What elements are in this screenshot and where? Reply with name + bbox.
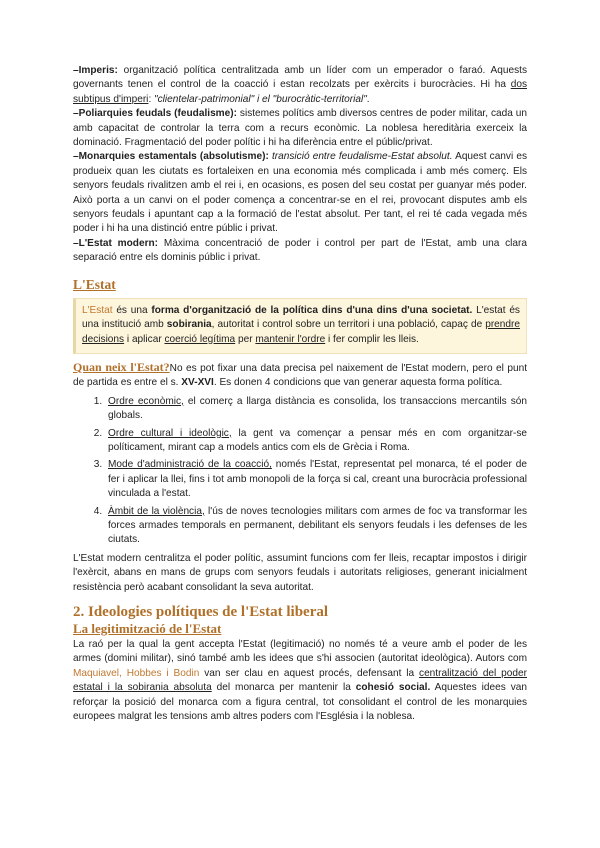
list-item bbox=[105, 395, 527, 424]
text-underlined: coerció legítima bbox=[164, 333, 236, 345]
conditions-list bbox=[73, 395, 527, 548]
text: La raó per la qual la gent accepta l'Estat (legitimació) no només té a veure amb el poder de les armes (domini militar), sinó també amb les idees que s'hi associen (autoritat ideològica). Autors com bbox=[73, 639, 527, 665]
text-bold: cohesió social. bbox=[355, 682, 431, 694]
heading-quan-neix: Quan neix l'Estat? bbox=[73, 359, 170, 374]
condition-title: Àmbit de la violència, bbox=[108, 505, 205, 517]
term-poliarquies: –Poliarquies feudals (feudalisme): bbox=[73, 108, 237, 120]
authors-highlight: Maquiavel, Hobbes i Bodin bbox=[73, 667, 200, 679]
text-underlined: centralització del poder estatal i la sobirania absoluta bbox=[73, 667, 527, 694]
condition-text: només l'Estat, representat pel monarca, té el poder de fer i aplicar la llei, fins i tot amb monopoli de la força si cal, creant una burocràcia professional vinculada a l'estat. bbox=[108, 459, 527, 500]
text-bold: XV-XVI bbox=[181, 377, 214, 389]
text: No es pot fixar una data precisa pel naixement de l'Estat modern, pero el punt de partida es entre el s. bbox=[73, 362, 527, 389]
text: i aplicar bbox=[124, 333, 165, 345]
condition-title: Ordre cultural i ideològic, bbox=[108, 427, 232, 439]
condition-title: Mode d'administració de la coacció, bbox=[108, 459, 272, 471]
text: Màxima concentració de poder i control per part de l'Estat, amb una clara separació entre els dominis públic i privat. bbox=[73, 237, 527, 264]
text-bold: sobirania bbox=[166, 319, 212, 331]
paragraph-estat-modern bbox=[73, 237, 527, 266]
text: . Es donen 4 condicions que van generar aquesta forma política. bbox=[213, 377, 503, 389]
term-estat: L'Estat bbox=[82, 304, 113, 316]
heading-estat: L'Estat bbox=[73, 276, 116, 292]
condition-text: el comerç a llarga distància es consolida, los transaccions mercantils són globals. bbox=[108, 395, 528, 422]
text: organització política centralitzada amb un líder com un emperador o faraó. Aquests governants tenen el control de la coacció i estan recolzats per exèrcits i burocràcies. Hi ha bbox=[73, 65, 527, 91]
text: , autoritat i control sobre un territori i una població, capaç de bbox=[211, 319, 486, 331]
text: sistemes polítics amb diversos centres de poder militar, cada un amb capacitat de controlar la terra com a recurs econòmic. La noblesa hereditària exerceix la dominació. Fragmentació del poder polític i hi ha diferència entre el públic/privat. bbox=[73, 108, 527, 149]
condition-text: la gent va començar a pensar més en com organitzar-se políticament, mirant cap a models antics com els de Grècia i Roma. bbox=[108, 427, 527, 453]
paragraph-imperis bbox=[73, 64, 527, 107]
text: per bbox=[235, 333, 256, 345]
definition-text bbox=[82, 304, 520, 347]
text-bold: forma d'organització de la política dins d'una dins d'una societat. bbox=[151, 304, 473, 316]
term-monarquies: –Monarquies estamentals (absolutisme): bbox=[73, 151, 269, 163]
paragraph-poliarquies bbox=[73, 107, 527, 150]
paragraph-monarquies bbox=[73, 150, 527, 236]
term-imperis: –Imperis: bbox=[73, 65, 118, 76]
link-subtipus-imperi[interactable]: dos subtipus d'imperi bbox=[73, 79, 527, 105]
heading-section-2: 2. Ideologies polítiques de l'Estat liberal bbox=[73, 604, 329, 620]
list-item bbox=[105, 427, 527, 456]
text: Aquestes idees van reforçar la posició del monarca com a figura central, tot consolidant el control de les monarquies europees malgrat les tensions amb altres poders com l'Església i la noblesa. bbox=[73, 682, 527, 723]
subheading-legitimitzacio: La legitimització de l'Estat bbox=[73, 621, 222, 636]
text-italic: "clientelar-patrimonial" i el "burocràtic-territorial" bbox=[154, 93, 367, 105]
text: . bbox=[366, 93, 370, 105]
text: : bbox=[148, 93, 155, 105]
paragraph-quan-neix bbox=[73, 360, 527, 391]
term-estat-modern: –L'Estat modern: bbox=[73, 237, 159, 249]
text-underlined: mantenir l'ordre bbox=[255, 333, 326, 345]
paragraph-legitimitzacio bbox=[73, 638, 527, 724]
document-page bbox=[73, 64, 527, 724]
paragraph-closing: L'Estat modern centralitza el poder polític, assumint funcions com fer lleis, recaptar impostos i dirigir l'exèrcit, abans en mans de grups com senyors feudals i autoritats religioses, generant inicialment resistència però acabant consolidant la seva autoritat. bbox=[73, 552, 527, 593]
text: Aquest canvi es produeix quan les ciutats es fortaleixen en una economia més complicada i amb més comerç. Els senyors feudals rivalitzen amb el rei i, en ocasions, es posen del seu costat per guanyar més poder. Això porta a un canvi on el poder comença a concentrar-se en el rei, provocant disputes amb els senyors feudals i apuntant cap a la formació de l'estat absolut. Per tant, el rei té cada vegada més poder i hi ha una distinció entre públic i privat. bbox=[73, 151, 527, 235]
definition-box bbox=[73, 298, 527, 354]
text-underlined: prendre decisions bbox=[82, 319, 520, 345]
text: és una bbox=[112, 304, 152, 316]
text: van ser clau en aquest procés, defensant la bbox=[199, 667, 420, 679]
list-item bbox=[105, 458, 527, 501]
text: i fer complir les lleis. bbox=[325, 333, 419, 345]
condition-text: l'ús de noves tecnologies militars com armes de foc va transformar les forces armades temporals en permanent, debilitant els senyors feudals i les defenses de les ciutats. bbox=[108, 505, 527, 546]
condition-title: Ordre econòmic, bbox=[108, 395, 184, 407]
text-italic: transició entre feudalisme-Estat absolut. bbox=[268, 151, 453, 163]
list-item bbox=[105, 505, 527, 548]
text: L'estat és una institució amb bbox=[82, 304, 520, 331]
text: del monarca per mantenir la bbox=[211, 682, 356, 694]
